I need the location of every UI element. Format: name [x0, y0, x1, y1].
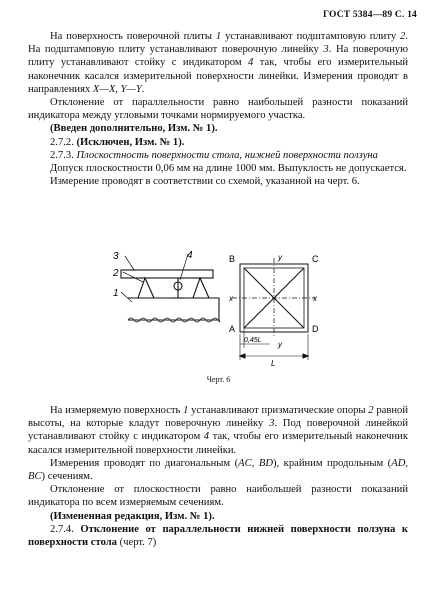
text-block-bottom [28, 404, 408, 549]
label-x-right: x [313, 294, 317, 303]
paragraph-setup: На поверхность поверочной плиты 1 устанавливают подштамповую плиту 2. На подштамповую плиту устанавливают поверочную линейку 3. На поверочную плиту устанавливают стойку с индикатором 4 так, чтобы его измерительный наконечник касался измерительной поверхности линейки. Измерения проводят в направлениях X—X, Y—Y. [28, 31, 408, 95]
item-2-7-4-number: 2.7.4. [50, 523, 81, 535]
label-4: 4 [187, 250, 193, 261]
italic-ref: Y—Y [120, 83, 142, 95]
corner-c: C [312, 254, 319, 264]
paragraph-flatness-deviation: Отклонение от плоскостности равно наибольшей разности показаний индикатора по всем измеряемым сечениям. [28, 484, 408, 509]
measured-surface-1 [128, 298, 219, 320]
italic-ref: 1 [215, 31, 222, 42]
corner-b: B [229, 254, 236, 264]
label-x-left: x [229, 294, 233, 303]
italic-ref: 3 [323, 44, 329, 56]
amendment-note-2: (Измененная редакция, Изм. № 1). [50, 510, 215, 522]
item-2-7-4 [28, 523, 408, 549]
item-2-7-2-text: (Исключен, Изм. № 1). [76, 136, 185, 148]
label-3: 3 [113, 251, 119, 262]
item-2-7-3-number: 2.7.3. [50, 149, 77, 161]
label-l: L [271, 359, 276, 368]
label-1: 1 [113, 288, 119, 299]
italic-ref: 1 [183, 405, 189, 416]
italic-ref: 3 [269, 418, 275, 430]
italic-ref: 2 [400, 31, 406, 42]
text-block-top [28, 30, 408, 188]
paragraph-procedure: На измеряемую поверхность 1 устанавливают призматические опоры 2 равной высоты, на которые кладут поверочную линейку 3. Под поверочной линейкой устанавливают стойку с индикатором 4 так, чтобы его измерительный наконечник касался измерительной поверхности линейки. [28, 405, 408, 456]
corner-a: A [229, 324, 236, 334]
straightedge-3 [121, 270, 213, 278]
label-045l: 0,45L [244, 337, 262, 344]
item-2-7-3 [28, 149, 408, 162]
page-header: ГОСТ 5384—89 С. 14 [323, 10, 417, 20]
label-y-top: y [278, 253, 282, 262]
paragraph-measurement-scheme: Измерение проводят в соответствии со схемой, указанной на черт. 6. [50, 176, 360, 188]
italic-ref: 2 [368, 405, 374, 416]
paragraph-deviation: Отклонение от параллельности равно наибольшей разности показаний индикатора между угловыми точками нормируемого участка. [28, 97, 408, 122]
italic-ref: 4 [248, 57, 254, 69]
label-y-bottom: y [278, 340, 282, 349]
paragraph-sections: Измерения проводят по диагональным (AC, BD), крайним продольным (AD, BC) сечениям. [28, 457, 408, 483]
item-2-7-4-title: Отклонение от параллельности нижней поверхности ползуна к поверхности стола [28, 523, 409, 549]
amendment-note-1: (Введен дополнительно, Изм. № 1). [50, 123, 218, 135]
paragraph-tolerance: Допуск плоскостности 0,06 мм на длине 1000 мм. Выпуклость не допускается. [50, 163, 407, 175]
figure-caption: Черт. 6 [206, 375, 231, 384]
italic-ref: 4 [203, 431, 210, 443]
label-2: 2 [113, 268, 119, 279]
figure-6-drawing [0, 250, 437, 370]
italic-ref: AD, BC [28, 457, 408, 483]
item-2-7-3-title: Плоскостность поверхности стола, нижней поверхности ползуна [76, 149, 378, 161]
italic-ref: AC, BD [238, 457, 273, 469]
italic-ref: X—X [92, 83, 116, 95]
figure-left-schematic [121, 254, 220, 322]
figure-right-plan [232, 258, 316, 360]
item-2-7-4-tail: (черт. 7) [116, 537, 157, 549]
item-2-7-2 [28, 136, 408, 149]
item-2-7-2-number: 2.7.2. [50, 136, 77, 148]
support-right [193, 278, 209, 298]
corner-d: D [312, 324, 319, 334]
